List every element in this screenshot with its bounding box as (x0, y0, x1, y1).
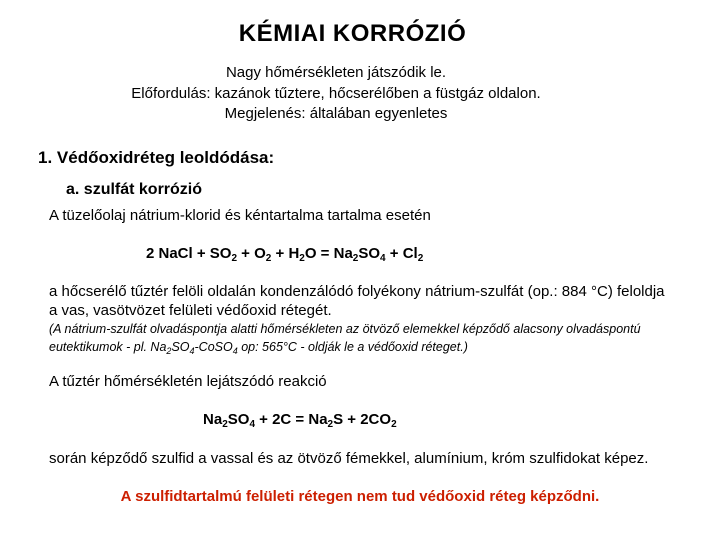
paragraph-condensation-line-2: a vas, vasötvözet felületi védőoxid rétegét. (49, 302, 332, 319)
intro-line-2: Előfordulás: kazánok tűztere, hőcserélőben a füstgáz oldalon. (131, 85, 541, 102)
intro-line-1: Nagy hőmérsékleten játszódik le. (225, 64, 447, 81)
subsection-heading: a. szulfát korrózió (66, 181, 203, 198)
note-line-1: (A nátrium-szulfát olvadáspontja alatti hőmérsékleten az ötvöző elemekkel képződő alacsony olvadáspontú (49, 322, 641, 336)
equation-sulfate-formation: 2 NaCl + $SO_2 + O_2 + H_2O = Na_2SO_4 + Cl_2$ (146, 245, 424, 264)
paragraph-condensation-line-1: a hőcserélő tűztér felöli oldalán kondenzálódó folyékony nátrium-szulfát (op.: 884 °C) feloldja (49, 283, 665, 300)
paragraph-reaction: A tűztér hőmérsékletén lejátszódó reakció (49, 373, 327, 390)
intro-line-3: Megjelenés: általában egyenletes (224, 105, 448, 122)
equation-sulfide-formation: $Na_2SO_4 + 2C = Na_2S + 2CO_2$ (203, 411, 397, 430)
section-heading: 1. Védőoxidréteg leoldódása: (38, 148, 275, 167)
conclusion-highlight: A szulfidtartalmú felületi rétegen nem tud védőoxid réteg képződni. (120, 488, 600, 505)
page-title: KÉMIAI KORRÓZIÓ (238, 20, 467, 47)
paragraph-sulfide: során képződő szulfid a vassal és az ötvöző fémekkel, alumínium, króm szulfidokat képez. (49, 450, 649, 467)
paragraph-fuel-oil: A tüzelőolaj nátrium-klorid és kéntartalma tartalma esetén (49, 207, 431, 224)
note-line-2: eutektikumok - pl. $Na_2SO_4-CoSO_4$ op: 565°C - oldják le a védőoxid réteget.) (49, 340, 468, 356)
